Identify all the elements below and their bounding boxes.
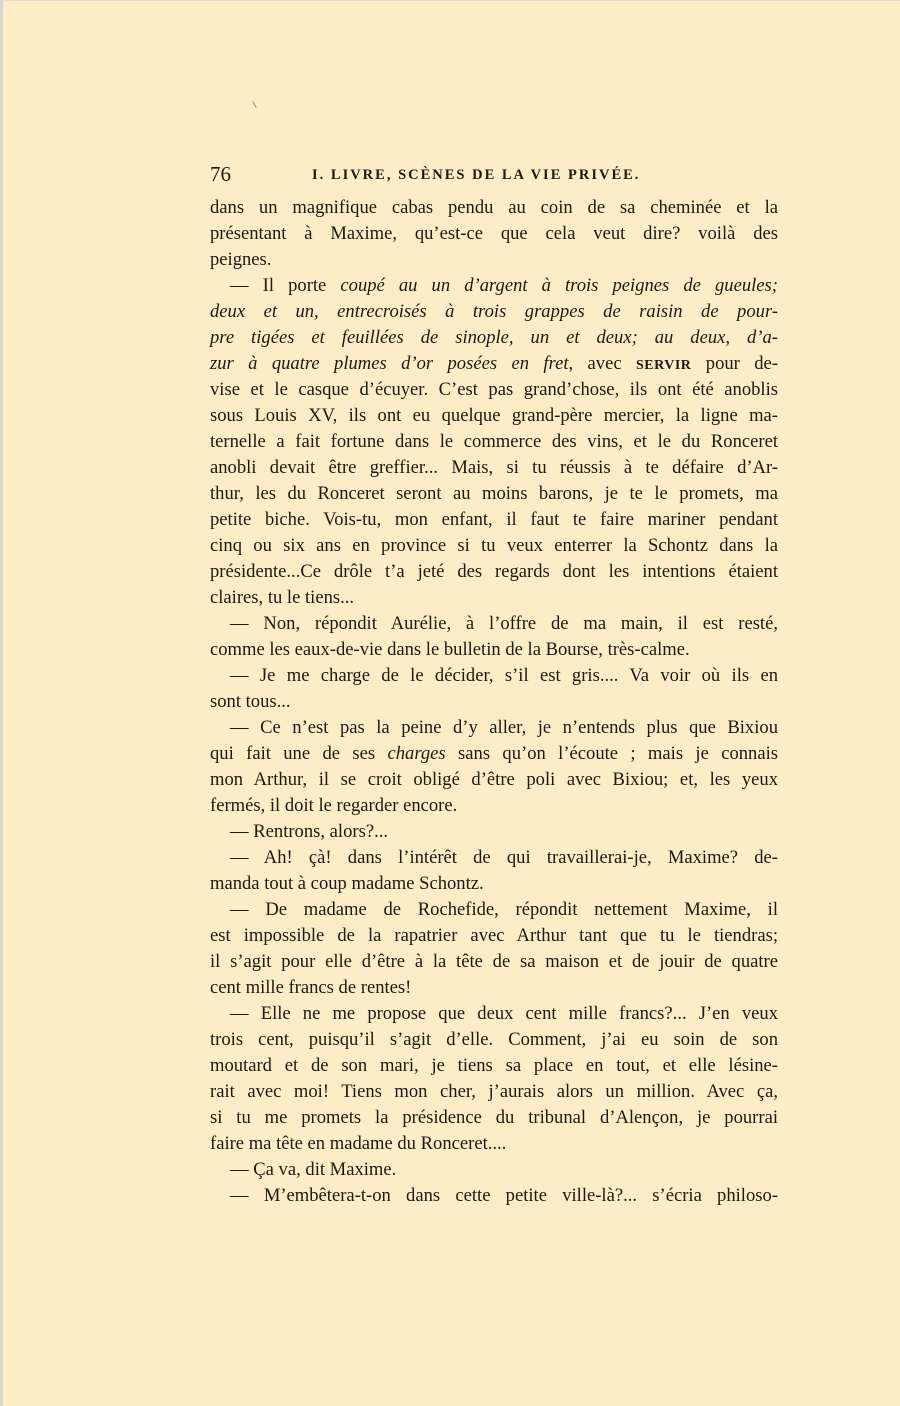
text-line: est impossible de la rapatrier avec Arthur tant que tu le tiendras; xyxy=(210,925,778,946)
text-line: manda tout à coup madame Schontz. xyxy=(210,873,484,894)
text-line: présentant à Maxime, qu’est-ce que cela veut dire? voilà des xyxy=(210,223,778,244)
text-line: présidente...Ce drôle t’a jeté des regards dont les intentions étaient xyxy=(210,561,778,582)
text-line: anobli devait être greffier... Mais, si tu réussis à te défaire d’Ar- xyxy=(210,457,778,478)
text-line: sous Louis XV, ils ont eu quelque grand-père mercier, la ligne ma- xyxy=(210,405,778,426)
text-line: si tu me promets la présidence du tribunal d’Alençon, je pourrai xyxy=(210,1107,778,1128)
page-number: 76 xyxy=(210,162,231,186)
text-line: mon Arthur, il se croit obligé d’être poli avec Bixiou; et, les yeux xyxy=(210,769,778,790)
text-line: — Je me charge de le décider, s’il est gris.... Va voir où ils en xyxy=(230,665,778,686)
text-line: peignes. xyxy=(210,249,272,270)
italic-text: pre tigées et feuillées de sinople, un et deux; au deux, d’a- xyxy=(210,327,778,348)
text-line: zur à quatre plumes d’or posées en fret, avec SERVIR pour de- xyxy=(210,353,778,374)
text-line: vise et le casque d’écuyer. C’est pas grand’chose, ils ont été anoblis xyxy=(210,379,778,400)
text-line: il s’agit pour elle d’être à la tête de sa maison et de jouir de quatre xyxy=(210,951,778,972)
text-line: faire ma tête en madame du Ronceret.... xyxy=(210,1133,507,1154)
text-line: qui fait une de ses charges sans qu’on l’écoute ; mais je connais xyxy=(210,743,778,764)
italic-text: coupé au un d’argent à trois peignes de gueules; xyxy=(340,275,778,296)
italic-text: deux et un, entrecroisés à trois grappes de raisin de pour- xyxy=(210,301,778,322)
page-header xyxy=(210,161,778,187)
text-line: moutard et de son mari, je tiens sa place en tout, et elle lésine- xyxy=(210,1055,778,1076)
small-caps-text: SERVIR xyxy=(635,358,692,373)
text-line: — Non, répondit Aurélie, à l’offre de ma main, il est resté, xyxy=(230,613,778,634)
text-line: cent mille francs de rentes! xyxy=(210,977,412,998)
text-line: dans un magnifique cabas pendu au coin de sa cheminée et la xyxy=(210,197,778,218)
text-line: fermés, il doit le regarder encore. xyxy=(210,795,458,816)
text-line: — De madame de Rochefide, répondit nettement Maxime, il xyxy=(230,899,778,920)
text-line: — Ça va, dit Maxime. xyxy=(230,1159,397,1180)
italic-text: charges xyxy=(387,743,446,764)
text-line: sont tous... xyxy=(210,691,291,712)
italic-text: zur à quatre plumes d’or posées en fret xyxy=(210,353,569,374)
text-line: — Il porte coupé au un d’argent à trois peignes de gueules; xyxy=(230,275,778,296)
text-line: — Ce n’est pas la peine d’y aller, je n’entends plus que Bixiou xyxy=(230,717,778,738)
text-line: — M’embêtera-t-on dans cette petite ville-là?... s’écria philoso- xyxy=(230,1185,778,1206)
body-text xyxy=(210,195,778,1209)
running-head: I. LIVRE, SCÈNES DE LA VIE PRIVÉE. xyxy=(312,167,641,183)
text-line: comme les eaux-de-vie dans le bulletin de la Bourse, très-calme. xyxy=(210,639,690,660)
text-line: — Rentrons, alors?... xyxy=(230,821,389,842)
text-line: rait avec moi! Tiens mon cher, j’aurais alors un million. Avec ça, xyxy=(210,1081,778,1102)
text-line: claires, tu le tiens... xyxy=(210,587,355,608)
text-line: ternelle a fait fortune dans le commerce des vins, et le du Ronceret xyxy=(210,431,778,452)
text-line: petite biche. Vois-tu, mon enfant, il faut te faire mariner pendant xyxy=(210,509,778,530)
text-line: — Ah! çà! dans l’intérêt de qui travaillerai-je, Maxime? de- xyxy=(230,847,778,868)
text-line xyxy=(210,325,778,351)
text-line: thur, les du Ronceret seront au moins barons, je te le promets, ma xyxy=(210,483,778,504)
text-line xyxy=(210,299,778,325)
text-line: cinq ou six ans en province si tu veux enterrer la Schontz dans la xyxy=(210,535,778,556)
text-line: — Elle ne me propose que deux cent mille francs?... J’en veux xyxy=(230,1003,778,1024)
text-line: trois cent, puisqu’il s’agit d’elle. Comment, j’ai eu soin de son xyxy=(210,1029,778,1050)
